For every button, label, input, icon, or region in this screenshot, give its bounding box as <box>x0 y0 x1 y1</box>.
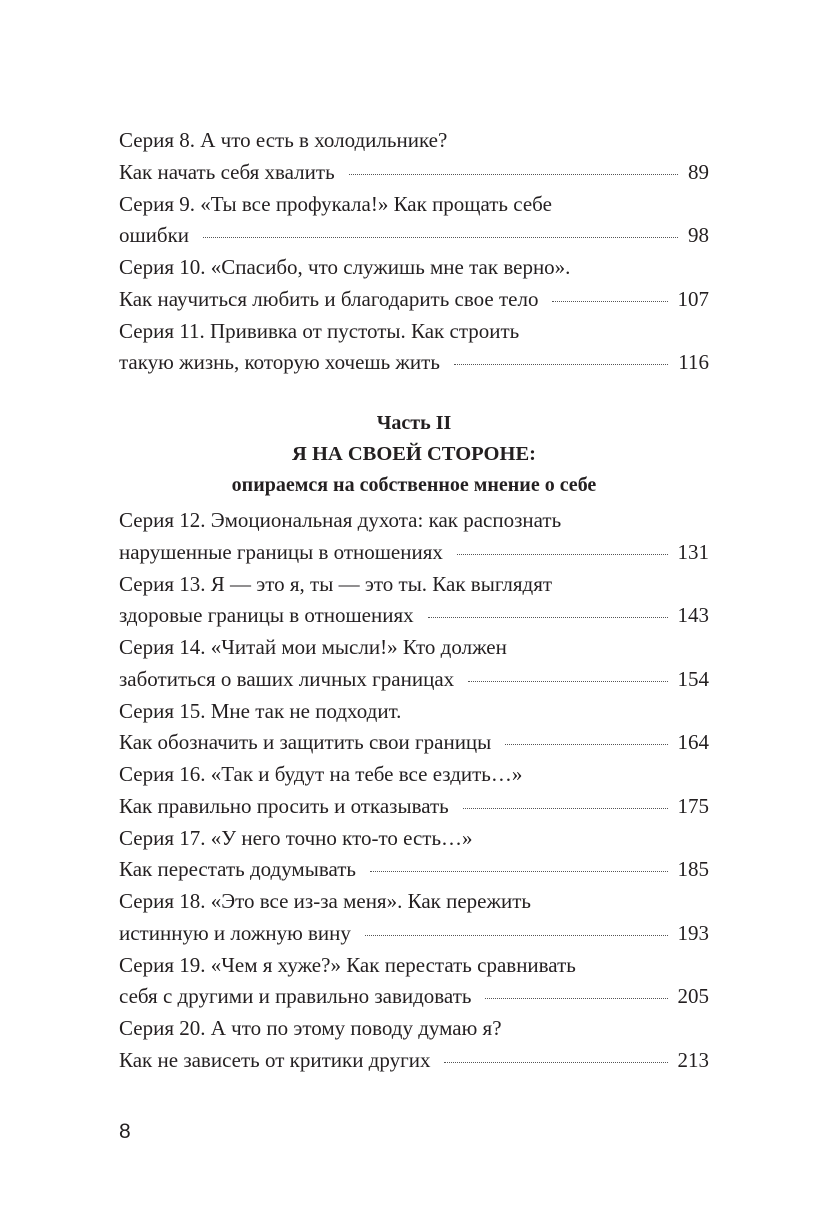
toc-list-bottom <box>119 505 709 1077</box>
toc-entry-title: Серия 13. Я — это я, ты — это ты. Как выглядят <box>119 571 553 596</box>
toc-entry-title: Серия 19. «Чем я хуже?» Как перестать сравнивать <box>119 952 576 977</box>
toc-entry <box>119 316 709 379</box>
toc-entry-subtitle: истинную и ложную вину <box>119 920 351 945</box>
toc-entry-title: Серия 16. «Так и будут на тебе все ездить…» <box>119 762 523 786</box>
toc-page-number: 185 <box>677 857 709 881</box>
toc-page-number: 175 <box>677 793 709 818</box>
dot-leader <box>505 744 667 745</box>
part-title: Я НА СВОЕЙ СТОРОНЕ: <box>292 443 536 465</box>
dot-leader <box>454 364 668 365</box>
toc-page-number: 143 <box>677 603 709 627</box>
toc-entry-title: Серия 8. А что есть в холодильнике? <box>119 128 448 152</box>
dot-leader <box>444 1062 667 1063</box>
dot-leader <box>428 617 668 618</box>
part-heading <box>119 408 709 501</box>
toc-entry <box>119 886 709 949</box>
part-subtitle: опираемся на собственное мнение о себе <box>231 474 597 496</box>
toc-entry-title: Серия 14. «Читай мои мысли!» Кто должен <box>119 635 507 659</box>
toc-entry-title: Серия 9. «Ты все профукала!» Как прощать себе <box>119 191 552 216</box>
dot-leader <box>370 871 668 872</box>
toc-entry-subtitle: Как научиться любить и благодарить свое тело <box>119 286 539 311</box>
toc-entry-subtitle: себя с другими и правильно завидовать <box>119 984 472 1008</box>
dot-leader <box>468 681 667 682</box>
toc-entry-subtitle: Как правильно просить и отказывать <box>119 793 449 818</box>
dot-leader <box>552 301 667 302</box>
toc-entry-subtitle: такую жизнь, которую хочешь жить <box>119 350 440 374</box>
toc-entry-title: Серия 15. Мне так не подходит. <box>119 698 402 723</box>
toc-entry-subtitle: Как обозначить и защитить свои границы <box>119 730 492 754</box>
dot-leader <box>365 935 668 936</box>
toc-page-number: 154 <box>677 666 709 691</box>
toc-page-number: 205 <box>677 984 709 1008</box>
toc-page-number: 131 <box>677 539 709 564</box>
toc-page-number: 193 <box>677 920 709 945</box>
toc-page-number: 89 <box>688 159 709 184</box>
toc-entry-subtitle: здоровые границы в отношениях <box>119 603 414 627</box>
toc-page-number: 164 <box>677 730 709 754</box>
toc-entry <box>119 632 709 695</box>
toc-entry <box>119 759 709 822</box>
toc-page-number: 107 <box>677 286 709 311</box>
page-number: 8 <box>119 1120 131 1143</box>
toc-page-number: 213 <box>677 1047 709 1072</box>
toc-entry <box>119 252 709 315</box>
toc-entry <box>119 950 709 1013</box>
toc-entry-subtitle: заботиться о ваших личных границах <box>119 666 455 691</box>
dot-leader <box>349 174 678 175</box>
toc-page-number: 116 <box>678 350 709 374</box>
toc-entry <box>119 125 709 188</box>
toc-entry-subtitle: Как перестать додумывать <box>119 857 356 881</box>
dot-leader <box>457 554 668 555</box>
dot-leader <box>485 998 667 999</box>
toc-entry-subtitle: Как начать себя хвалить <box>119 159 335 184</box>
toc-entry <box>119 189 709 252</box>
toc-entry-subtitle: Как не зависеть от критики других <box>119 1047 431 1072</box>
part-label: Часть II <box>376 412 452 434</box>
toc-entry-subtitle: ошибки <box>119 223 190 247</box>
toc-list-top <box>119 125 709 379</box>
toc-entry-title: Серия 20. А что по этому поводу думаю я? <box>119 1016 502 1040</box>
toc-entry <box>119 569 709 632</box>
toc-entry-title: Серия 10. «Спасибо, что служишь мне так верно». <box>119 255 571 279</box>
toc-entry-title: Серия 17. «У него точно кто-то есть…» <box>119 825 473 850</box>
toc-entry <box>119 1013 709 1076</box>
toc-entry-title: Серия 12. Эмоциональная духота: как распознать <box>119 508 562 532</box>
toc-entry-title: Серия 18. «Это все из-за меня». Как пережить <box>119 889 531 913</box>
dot-leader <box>463 808 668 809</box>
toc-page-number: 98 <box>688 223 709 247</box>
toc-entry-subtitle: нарушенные границы в отношениях <box>119 539 443 564</box>
toc-entry <box>119 823 709 886</box>
toc-entry <box>119 696 709 759</box>
toc-entry-title: Серия 11. Прививка от пустоты. Как строить <box>119 318 520 343</box>
toc-entry <box>119 505 709 568</box>
dot-leader <box>203 237 678 238</box>
